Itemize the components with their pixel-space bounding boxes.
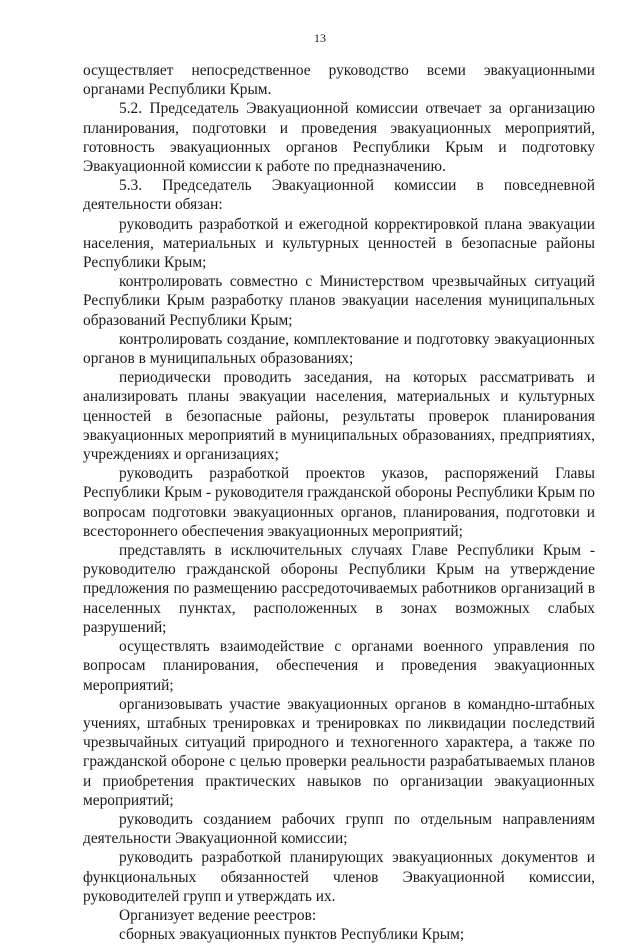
paragraph: 5.3. Председатель Эвакуационной комиссии в повседневной деятельности обязан: bbox=[83, 177, 595, 214]
paragraph: представлять в исключительных случаях Главе Республики Крым - руководителю гражданской обороны Республики Крым на утверждение предложения по размещению рассредоточиваемых работников организаций в населенных пунктах, расположенных в зонах возможных слабых разрушений; bbox=[83, 542, 595, 636]
paragraph: осуществлять взаимодействие с органами военного управления по вопросам планирования, обеспечения и проведения эвакуационных мероприятий; bbox=[83, 638, 595, 694]
paragraph: контролировать совместно с Министерством чрезвычайных ситуаций Республики Крым разработку планов эвакуации населения муниципальных образований Республики Крым; bbox=[83, 273, 595, 329]
paragraph: руководить разработкой и ежегодной корректировкой плана эвакуации населения, материальных и культурных ценностей в безопасные районы Республики Крым; bbox=[83, 215, 595, 272]
paragraph: сборных эвакуационных пунктов Республики Крым; bbox=[119, 926, 465, 944]
page-number: 13 bbox=[314, 31, 326, 45]
paragraph: контролировать создание, комплектование и подготовку эвакуационных органов в муниципальных образованиях; bbox=[83, 330, 595, 368]
paragraph: руководить разработкой планирующих эвакуационных документов и функциональных обязанностей членов Эвакуационной комиссии, руководителей групп и утверждать их. bbox=[83, 849, 595, 905]
paragraph: руководить созданием рабочих групп по отдельным направлениям деятельности Эвакуационной комиссии; bbox=[83, 810, 595, 848]
paragraph: периодически проводить заседания, на которых рассматривать и анализировать планы эвакуации населения, материальных и культурных ценностей в безопасные районы, результаты проверок планирования эвакуационных мероприятий в муниципальных образованиях, предприятиях, учреждениях и организациях; bbox=[83, 369, 595, 464]
paragraph: осуществляет непосредственное руководство всеми эвакуационными органами Республики Крым. bbox=[83, 62, 595, 99]
paragraph: организовывать участие эвакуационных органов в командно-штабных учениях, штабных тренировках и тренировках по ликвидации последствий чрезвычайных ситуаций природного и техногенного характера, а также по гражданской обороне с целью проверки реальности разрабатываемых планов и приобретения практических навыков по организации эвакуационных мероприятий; bbox=[83, 695, 595, 809]
paragraph: Организует ведение реестров: bbox=[119, 906, 317, 924]
paragraph: руководить разработкой проектов указов, распоряжений Главы Республики Крым - руководителя гражданской обороны Республики Крым по вопросам подготовки эвакуационных органов, планирования, подготовки и всестороннего обеспечения эвакуационных мероприятий; bbox=[83, 465, 595, 540]
paragraph: 5.2. Председатель Эвакуационной комиссии отвечает за организацию планирования, подготовки и проведения эвакуационных мероприятий, готовность эвакуационных органов Республики Крым и подготовку Эвакуационной комиссии к работе по предназначению. bbox=[83, 100, 595, 176]
document-body bbox=[83, 61, 595, 944]
